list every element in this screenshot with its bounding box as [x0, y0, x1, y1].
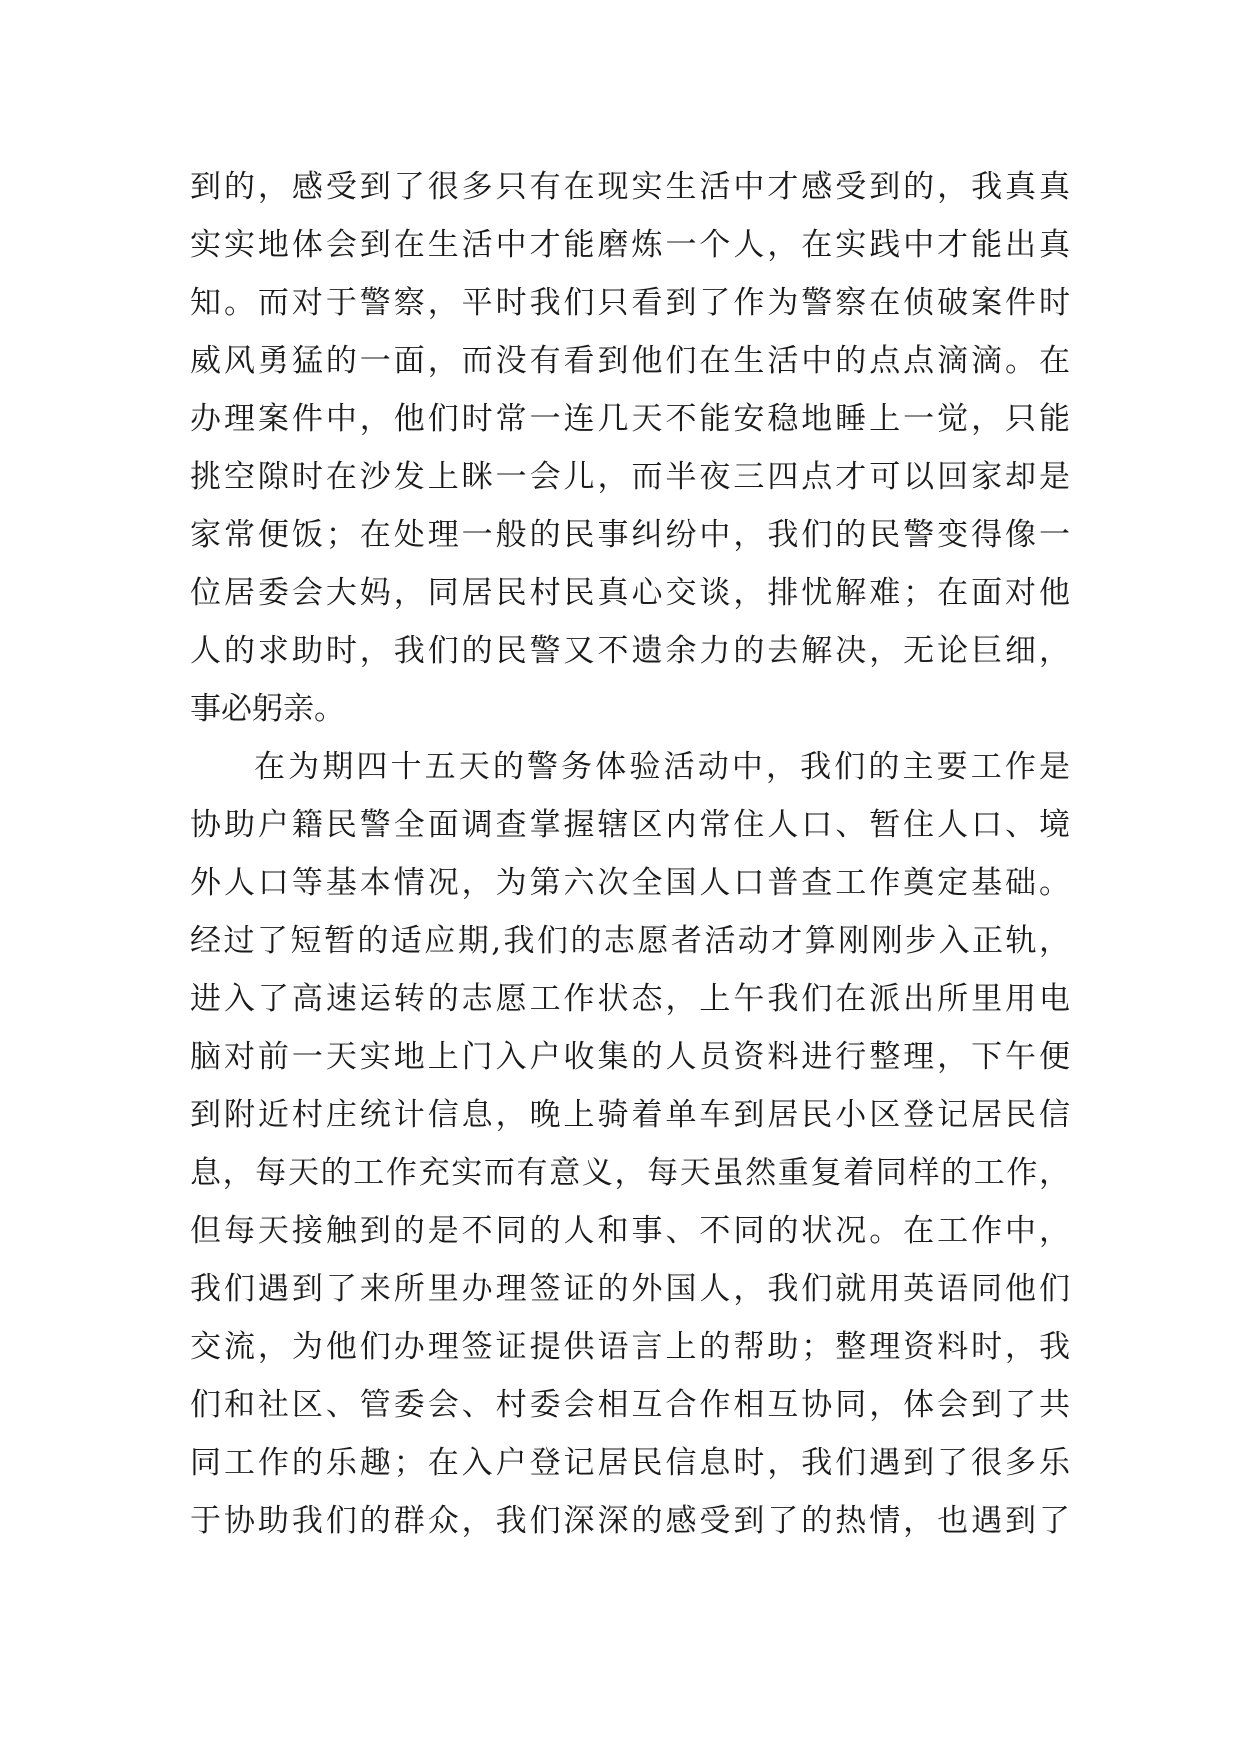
text-line: 挑空隙时在沙发上眯一会儿，而半夜三四点才可以回家却是 — [190, 459, 1070, 495]
text-line: 实实地体会到在生活中才能磨炼一个人，在实践中才能出真 — [190, 227, 1070, 263]
body-text — [190, 158, 1070, 1550]
paragraph-1 — [190, 158, 1070, 738]
text-line: 威风勇猛的一面，而没有看到他们在生活中的点点滴滴。在 — [190, 343, 1070, 379]
text-line: 于协助我们的群众，我们深深的感受到了的热情，也遇到了 — [190, 1503, 1070, 1539]
text-line: 人的求助时，我们的民警又不遗余力的去解决，无论巨细， — [190, 633, 1070, 669]
text-line: 息，每天的工作充实而有意义，每天虽然重复着同样的工作， — [190, 1155, 1070, 1191]
text-line: 但每天接触到的是不同的人和事、不同的状况。在工作中， — [190, 1213, 1070, 1249]
text-line: 协助户籍民警全面调查掌握辖区内常住人口、暂住人口、境 — [190, 807, 1070, 843]
text-line: 知。而对于警察，平时我们只看到了作为警察在侦破案件时 — [190, 285, 1070, 321]
text-line: 在为期四十五天的警务体验活动中，我们的主要工作是 — [254, 749, 1070, 785]
text-line: 同工作的乐趣；在入户登记居民信息时，我们遇到了很多乐 — [190, 1445, 1070, 1481]
paragraph-2 — [190, 738, 1070, 1550]
text-line: 事必躬亲。 — [190, 691, 345, 727]
text-line: 进入了高速运转的志愿工作状态，上午我们在派出所里用电 — [190, 981, 1070, 1017]
text-line: 到的，感受到了很多只有在现实生活中才感受到的，我真真 — [190, 169, 1070, 205]
text-line: 外人口等基本情况，为第六次全国人口普查工作奠定基础。 — [190, 865, 1070, 901]
text-line: 位居委会大妈，同居民村民真心交谈，排忧解难；在面对他 — [190, 575, 1070, 611]
text-line: 家常便饭；在处理一般的民事纠纷中，我们的民警变得像一 — [190, 517, 1070, 553]
text-line: 办理案件中，他们时常一连几天不能安稳地睡上一觉，只能 — [190, 401, 1070, 437]
text-line: 我们遇到了来所里办理签证的外国人，我们就用英语同他们 — [190, 1271, 1070, 1307]
text-line: 们和社区、管委会、村委会相互合作相互协同，体会到了共 — [190, 1387, 1070, 1423]
text-line: 经过了短暂的适应期,我们的志愿者活动才算刚刚步入正轨， — [190, 923, 1070, 959]
text-line: 脑对前一天实地上门入户收集的人员资料进行整理，下午便 — [190, 1039, 1070, 1075]
text-line: 到附近村庄统计信息，晚上骑着单车到居民小区登记居民信 — [190, 1097, 1070, 1133]
text-line: 交流，为他们办理签证提供语言上的帮助；整理资料时，我 — [190, 1329, 1070, 1365]
